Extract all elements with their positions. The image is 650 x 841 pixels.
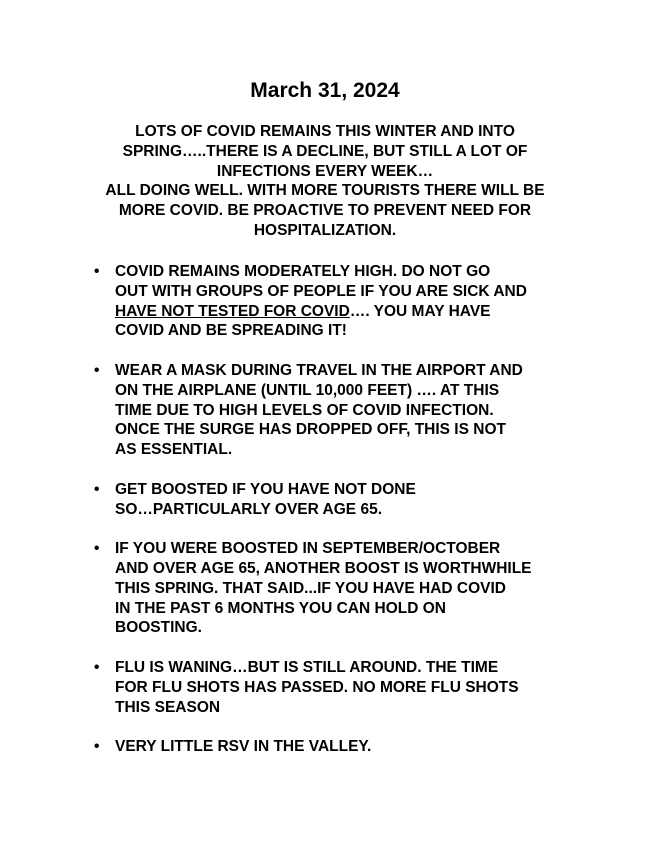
bullet-line: THIS SPRING. THAT SAID...IF YOU HAVE HAD COVID	[115, 579, 506, 597]
bullet-line: WEAR A MASK DURING TRAVEL IN THE AIRPORT AND	[115, 361, 523, 379]
bullet-line: SO…PARTICULARLY OVER AGE 65.	[115, 500, 382, 518]
bullet-icon: •	[94, 263, 100, 280]
bullet-item-spring-booster	[94, 539, 594, 638]
intro-line: SPRING…..THERE IS A DECLINE, BUT STILL A LOT OF	[122, 142, 528, 160]
bullet-icon: •	[94, 738, 100, 756]
bullet-item-rsv	[94, 737, 594, 757]
bullet-line: GET BOOSTED IF YOU HAVE NOT DONE	[115, 480, 416, 498]
bullet-icon: •	[94, 658, 100, 676]
bullet-line: TIME DUE TO HIGH LEVELS OF COVID INFECTION.	[115, 401, 494, 419]
bullet-line: IN THE PAST 6 MONTHS YOU CAN HOLD ON	[115, 599, 446, 617]
intro-line: ALL DOING WELL. WITH MORE TOURISTS THERE WILL BE	[105, 182, 545, 200]
bullet-line: COVID AND BE SPREADING IT!	[115, 322, 347, 340]
bullet-item-mask-travel	[94, 361, 594, 460]
advice-bullet-list	[94, 262, 594, 777]
bullet-icon: •	[94, 361, 100, 379]
bullet-line: FLU IS WANING…BUT IS STILL AROUND. THE TIME	[115, 658, 499, 676]
intro-line: MORE COVID. BE PROACTIVE TO PREVENT NEED FOR	[118, 202, 532, 220]
bullet-item-covid-levels	[94, 262, 594, 341]
bullet-line: COVID REMAINS MODERATELY HIGH. DO NOT GO	[115, 263, 491, 280]
underlined-text: HAVE NOT TESTED FOR COVID	[115, 302, 350, 320]
bullet-line: AND OVER AGE 65, ANOTHER BOOST IS WORTHWHILE	[115, 559, 532, 577]
bullet-line: FOR FLU SHOTS HAS PASSED. NO MORE FLU SHOTS	[115, 678, 519, 696]
bullet-line: ON THE AIRPLANE (UNTIL 10,000 FEET) …. AT THIS	[115, 381, 500, 399]
intro-line: HOSPITALIZATION.	[253, 221, 397, 239]
bullet-line: ONCE THE SURGE HAS DROPPED OFF, THIS IS NOT	[115, 421, 506, 439]
page-title: March 31, 2024	[250, 79, 400, 102]
bullet-line: BOOSTING.	[115, 619, 202, 637]
bullet-item-flu	[94, 658, 594, 717]
bullet-icon: •	[94, 540, 100, 558]
bullet-line-rest: …. YOU MAY HAVE	[349, 302, 491, 320]
bullet-line: OUT WITH GROUPS OF PEOPLE IF YOU ARE SICK AND	[115, 282, 527, 300]
bullet-item-get-boosted	[94, 480, 594, 520]
bullet-icon: •	[94, 480, 100, 498]
intro-paragraph	[70, 122, 580, 241]
intro-line: LOTS OF COVID REMAINS THIS WINTER AND INTO	[135, 123, 515, 140]
bullet-line: VERY LITTLE RSV IN THE VALLEY.	[115, 738, 372, 756]
bullet-line	[115, 302, 594, 322]
bullet-line: IF YOU WERE BOOSTED IN SEPTEMBER/OCTOBER	[115, 540, 501, 558]
bullet-line: THIS SEASON	[115, 698, 221, 716]
bullet-line: AS ESSENTIAL.	[115, 441, 233, 459]
intro-line: INFECTIONS EVERY WEEK…	[216, 162, 434, 180]
